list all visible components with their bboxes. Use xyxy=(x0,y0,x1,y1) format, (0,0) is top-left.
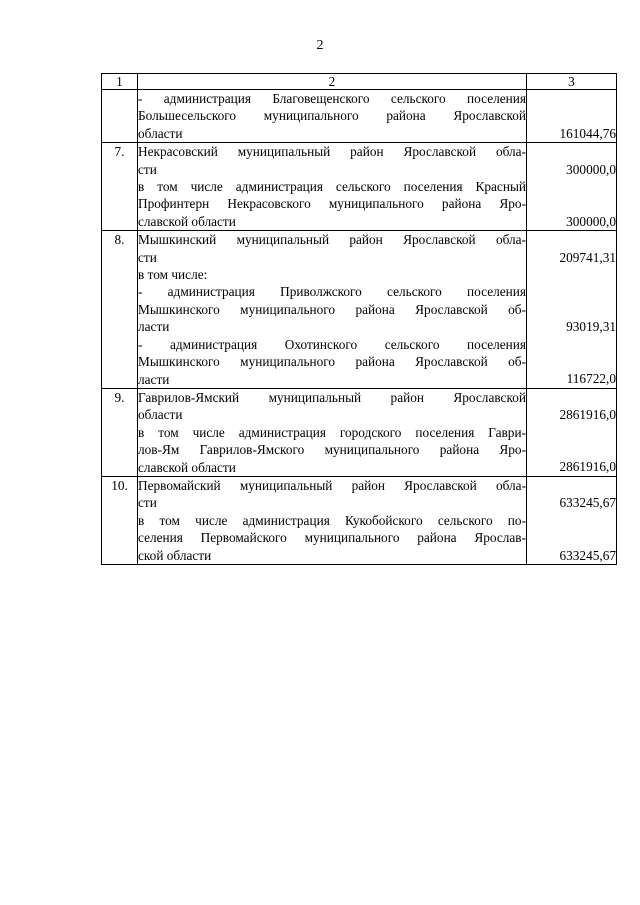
description-line: славской области xyxy=(138,459,236,475)
table-row xyxy=(102,388,617,476)
table-row xyxy=(102,231,617,389)
amount-value xyxy=(527,107,616,124)
table-row xyxy=(102,90,617,143)
amount-value xyxy=(527,389,616,406)
row-description xyxy=(138,231,527,389)
description-line: ской области xyxy=(138,547,212,563)
description-line: Первомайский муниципальный район Ярославской обла- xyxy=(138,477,526,493)
amount-value: 300000,0 xyxy=(566,213,616,229)
amount-value xyxy=(527,353,616,370)
row-amounts xyxy=(527,231,617,389)
description-line: сти xyxy=(138,161,157,177)
amount-value: 161044,76 xyxy=(559,125,616,141)
description-line: ласти xyxy=(138,319,170,335)
amount-value: 116722,0 xyxy=(566,371,616,387)
amount-value xyxy=(527,178,616,195)
amount-value xyxy=(527,477,616,494)
description-line: - администрация Благовещенского сельского поселения xyxy=(138,91,526,106)
amount-value: 2861916,0 xyxy=(559,459,616,475)
description-line: - администрация Приволжского сельского поселения xyxy=(138,284,526,300)
row-number: 7. xyxy=(102,143,138,231)
description-line: селения Первомайского муниципального района Ярослав- xyxy=(138,530,526,546)
table-header-row xyxy=(102,74,617,90)
amount-value xyxy=(527,529,616,546)
description-line: в том числе администрация Кукобойского сельского по- xyxy=(138,512,526,528)
row-description xyxy=(138,476,527,564)
row-description xyxy=(138,143,527,231)
column-header-2: 2 xyxy=(138,74,527,90)
row-number xyxy=(102,90,138,143)
amount-value: 209741,31 xyxy=(559,249,616,265)
description-line: в том числе администрация сельского поселения Красный xyxy=(138,179,526,195)
amount-value xyxy=(527,301,616,318)
description-line: области xyxy=(138,407,183,423)
description-line: сти xyxy=(138,249,157,265)
amount-value xyxy=(527,266,616,283)
allocation-table xyxy=(101,73,617,565)
amount-value: 300000,0 xyxy=(566,161,616,177)
row-amounts xyxy=(527,143,617,231)
row-number: 10. xyxy=(102,476,138,564)
amount-value xyxy=(527,90,616,107)
page-number: 2 xyxy=(316,38,324,53)
row-description xyxy=(138,90,527,143)
description-line: Гаврилов-Ямский муниципальный район Ярославской xyxy=(138,389,526,405)
description-line: Мышкинского муниципального района Ярославской об- xyxy=(138,301,526,317)
amount-value: 633245,67 xyxy=(559,547,616,563)
amount-value: 633245,67 xyxy=(559,495,616,511)
amount-value: 93019,31 xyxy=(566,319,616,335)
amount-value xyxy=(527,441,616,458)
table-row xyxy=(102,143,617,231)
description-line: Большесельского муниципального района Ярославской xyxy=(138,108,526,124)
description-line: Профинтерн Некрасовского муниципального района Яро- xyxy=(138,196,526,212)
description-line: сти xyxy=(138,495,157,511)
description-line: в том числе администрация городского поселения Гаври- xyxy=(138,424,526,440)
amount-value: 2861916,0 xyxy=(559,407,616,423)
row-description xyxy=(138,388,527,476)
amount-value xyxy=(527,283,616,300)
description-line: Мышкинский муниципальный район Ярославской обла- xyxy=(138,232,526,248)
description-line: лов-Ям Гаврилов-Ямского муниципального района Яро- xyxy=(138,442,526,458)
amount-value xyxy=(527,195,616,212)
description-line: ласти xyxy=(138,371,170,387)
row-number: 9. xyxy=(102,388,138,476)
row-amounts xyxy=(527,90,617,143)
amount-value xyxy=(527,424,616,441)
amount-value xyxy=(527,512,616,529)
table-row xyxy=(102,476,617,564)
amount-value xyxy=(527,336,616,353)
description-line: в том числе: xyxy=(138,267,208,283)
column-header-3: 3 xyxy=(527,74,617,90)
description-line: Мышкинского муниципального района Ярославской об- xyxy=(138,354,526,370)
description-line: области xyxy=(138,125,183,141)
row-amounts xyxy=(527,476,617,564)
row-amounts xyxy=(527,388,617,476)
row-number: 8. xyxy=(102,231,138,389)
amount-value xyxy=(527,231,616,248)
description-line: Некрасовский муниципальный район Ярославской обла- xyxy=(138,144,526,160)
description-line: - администрация Охотинского сельского поселения xyxy=(138,336,526,352)
column-header-1: 1 xyxy=(102,74,138,90)
table-body xyxy=(102,90,617,565)
amount-value xyxy=(527,143,616,160)
description-line: славской области xyxy=(138,213,236,229)
